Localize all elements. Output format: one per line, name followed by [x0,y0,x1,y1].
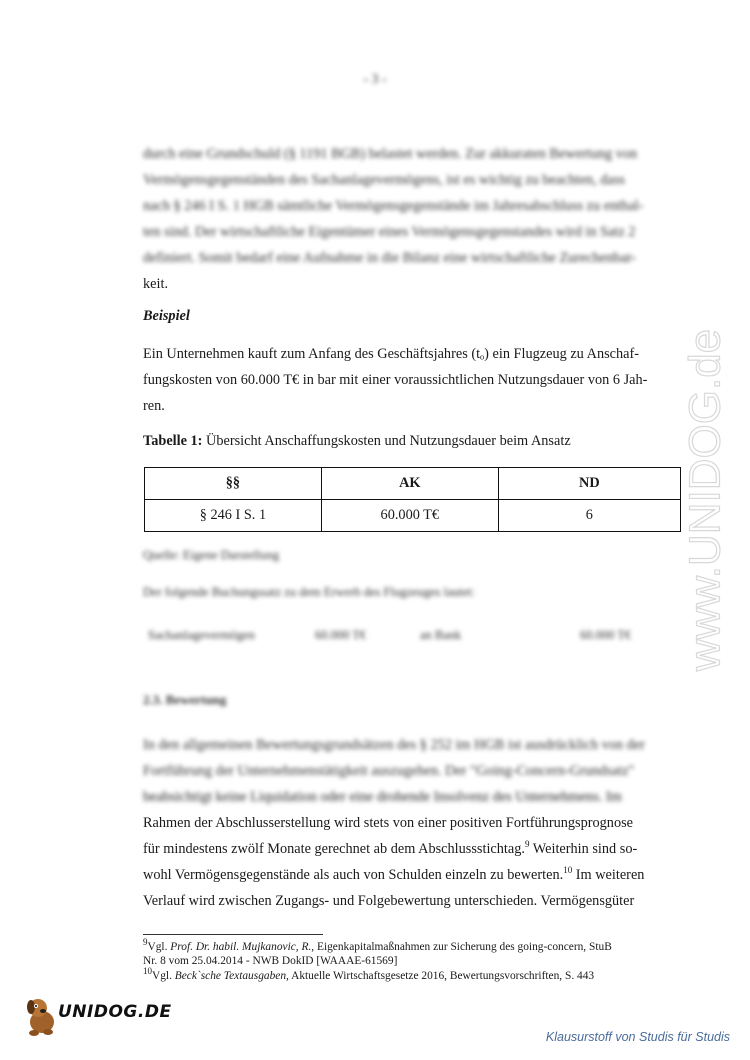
table-cell: 6 [498,500,680,532]
text-line: Verlauf wird zwischen Zugangs- und Folgebewertung unterschieden. Vermögensgüter [143,893,635,909]
text-line: für mindestens zwölf Monate gerechnet ab dem Abschlussstichtag.$^9$ Weiterhin sind so- [143,839,638,857]
watermark-svg [680,270,730,730]
text-line: Fortführung der Unternehmenstätigkeit auszugehen. Der "Going-Concern-Grundsatz" [143,763,635,779]
text-line: ren. [143,398,165,414]
footnote-9: $^9$Vgl. Prof. Dr. habil. Mujkanovic, R., Eigenkapitalmaßnahmen zur Sicherung des going-concern, StuB Nr. 8 vom 25.04.2014 - NWB DokID [WAAAE-61569] [143,937,612,967]
table-source: Quelle: Eigene Darstellung [143,548,280,562]
text-line: fungskosten von 60.000 T€ in bar mit einer voraussichtlichen Nutzungsdauer von 6 Jah- [143,372,648,388]
watermark [680,270,730,730]
footer-slogan: Klausurstoff von Studis für Studis [545,1030,730,1044]
table-cell: 60.000 T€ [321,500,498,532]
table-header-cell: §§ [145,468,322,500]
booking-debit-account: Sachanlagevermögen [148,628,255,642]
valuation-paragraph-blurred [143,732,681,810]
paragraph-intro-blurred [143,141,681,271]
text-line: nach § 246 I S. 1 HGB sämtliche Vermögensgegenstände im Jahresabschluss zu enthal- [143,198,644,214]
footnote-author: Prof. Dr. habil. Mujkanovic, R., [170,941,315,953]
booking-debit-amount: 60.000 T€ [315,628,367,642]
text-line: Vermögensgegenständen des Sachanlagevermögens, ist es wichtig zu beachten, dass [143,172,625,188]
page-number: - 3 - [363,72,387,87]
booking-credit-amount: 60.000 T€ [580,628,632,642]
footnote-author: Beck`sche Textausgaben, [174,970,289,982]
text-line: definiert. Somit bedarf eine Aufnahme in die Bilanz eine wirtschaftliche Zurechenbar- [143,250,637,266]
footnote-ref-10[interactable]: 10 [563,865,573,876]
booking-intro: Der folgende Buchungssatz zu dem Erwerb des Flugzeuges lautet: [143,585,475,599]
watermark-text: www.UNIDOG.de [680,328,730,672]
table-caption-label: Tabelle 1: [143,433,203,449]
text-line: beabsichtigt keine Liquidation oder eine drohende Insolvenz des Unternehmens. Im [143,789,622,805]
table-header-cell: ND [498,468,680,500]
text-line: durch eine Grundschuld (§ 1191 BGB) belastet werden. Zur akkuraten Bewertung von [143,146,638,162]
footnote-10: $^{10}$Vgl. Beck`sche Textausgaben, Aktuelle Wirtschaftsgesetze 2016, Bewertungsvorschriften, S. 443 [143,966,595,982]
text-line: wohl Vermögensgegenstände als auch von Schulden einzeln zu bewerten.$^{10}$ Im weiteren [143,865,645,883]
dog-icon [22,992,62,1038]
example-heading: Beispiel [143,308,190,324]
table-row [145,500,681,532]
logo-text: UNIDOG.DE [58,1002,172,1022]
section-heading: 2.3. Bewertung [143,692,227,707]
text-line: ten sind. Der wirtschaftliche Eigentümer eines Vermögensgegenstandes wird in Satz 2 [143,224,636,240]
text-line: Ein Unternehmen kauft zum Anfang des Geschäftsjahres (tₒ) ein Flugzeug zu Anschaf- [143,346,640,362]
paragraph-intro-end: keit. [143,276,169,292]
valuation-paragraph [143,810,681,914]
text-line: Rahmen der Abschlusserstellung wird stets von einer positiven Fortführungsprognose [143,815,633,831]
footnote-divider [143,934,323,935]
table-cell: § 246 I S. 1 [145,500,322,532]
text-line: In den allgemeinen Bewertungsgrundsätzen des § 252 im HGB ist ausdrücklich von der [143,737,645,753]
table-header-cell: AK [321,468,498,500]
table-header-row [145,468,681,500]
example-paragraph [143,341,681,419]
footnote-ref-9[interactable]: 9 [524,839,530,850]
footnote-mark: 9 [143,937,148,948]
table-caption-text: Übersicht Anschaffungskosten und Nutzungsdauer beim Ansatz [202,433,571,449]
table-caption [143,433,571,450]
acquisition-table [144,467,681,532]
footnote-mark: 10 [143,966,152,977]
booking-credit-account: an Bank [420,628,462,642]
